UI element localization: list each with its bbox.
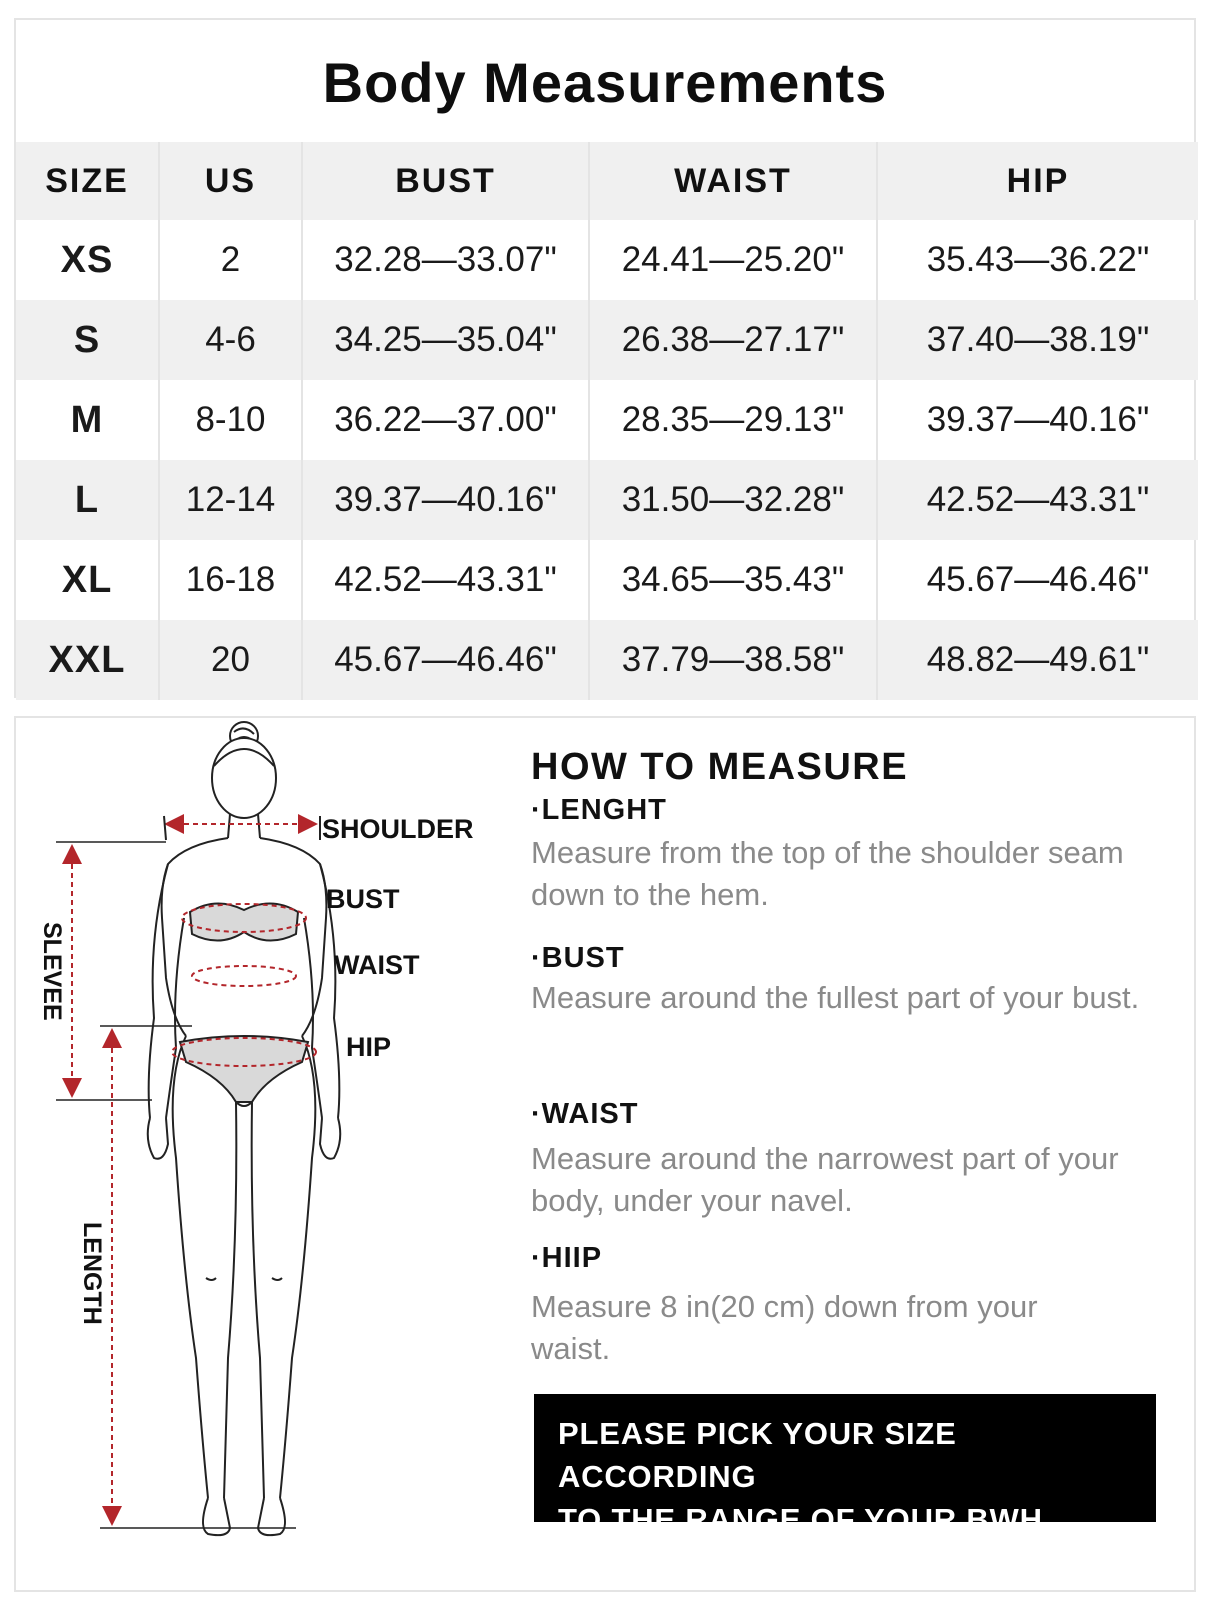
guide-text-bust: Measure around the fullest part of your bust. bbox=[531, 980, 1140, 1015]
us-cell: 12-14 bbox=[159, 460, 302, 540]
size-advice-line-2: TO THE RANGE OF YOUR BWH. bbox=[558, 1502, 1053, 1537]
hip-cell: 35.43—36.22" bbox=[877, 220, 1198, 300]
waist-cell: 31.50—32.28" bbox=[589, 460, 877, 540]
size-cell: S bbox=[16, 300, 159, 380]
body-figure-illustration bbox=[16, 718, 516, 1594]
table-header-row bbox=[16, 142, 1198, 220]
us-cell: 16-18 bbox=[159, 540, 302, 620]
label-bust: BUST bbox=[326, 884, 400, 914]
us-cell: 20 bbox=[159, 620, 302, 700]
size-cell: XL bbox=[61, 558, 113, 601]
header-size: SIZE bbox=[16, 142, 159, 220]
hip-cell: 48.82—49.61" bbox=[877, 620, 1198, 700]
label-shoulder: SHOULDER bbox=[322, 814, 474, 844]
size-table bbox=[16, 142, 1198, 700]
size-cell: M bbox=[70, 398, 104, 441]
size-chart-panel bbox=[14, 18, 1196, 698]
size-cell: XXL bbox=[16, 620, 159, 700]
bust-cell: 32.28—33.07" bbox=[302, 220, 589, 300]
us-cell: 8-10 bbox=[159, 380, 302, 460]
waist-cell: 37.79—38.58" bbox=[589, 620, 877, 700]
header-us: US bbox=[159, 142, 302, 220]
size-advice-line-1: PLEASE PICK YOUR SIZE ACCORDING bbox=[558, 1416, 957, 1494]
header-bust: BUST bbox=[302, 142, 589, 220]
waist-measure-ring bbox=[192, 966, 296, 986]
table-row bbox=[16, 220, 1198, 300]
measure-guide-panel bbox=[14, 716, 1196, 1592]
table-row bbox=[16, 540, 1198, 620]
bust-cell: 42.52—43.31" bbox=[302, 540, 589, 620]
us-cell: 2 bbox=[159, 220, 302, 300]
table-row bbox=[16, 380, 1198, 460]
table-row bbox=[16, 620, 1198, 700]
hip-cell: 45.67—46.46" bbox=[877, 540, 1198, 620]
bust-cell: 34.25—35.04" bbox=[302, 300, 589, 380]
how-to-measure-title: HOW TO MEASURE bbox=[531, 746, 909, 788]
guide-text-waist: Measure around the narrowest part of your body, under your navel. bbox=[531, 1141, 1119, 1218]
body-outline bbox=[148, 722, 341, 1535]
waist-cell: 28.35—29.13" bbox=[589, 380, 877, 460]
guide-heading-bust: ·BUST bbox=[531, 942, 625, 974]
bra-shape bbox=[190, 903, 298, 940]
guide-heading-length: ·LENGHT bbox=[531, 794, 667, 826]
waist-cell: 26.38—27.17" bbox=[589, 300, 877, 380]
table-title: Body Measurements bbox=[322, 51, 888, 114]
bust-cell: 45.67—46.46" bbox=[302, 620, 589, 700]
label-length: LENGTH bbox=[78, 1222, 106, 1325]
brief-shape bbox=[180, 1036, 308, 1102]
size-advice-banner bbox=[534, 1394, 1156, 1537]
hip-cell: 39.37—40.16" bbox=[877, 380, 1198, 460]
hip-cell: 37.40—38.19" bbox=[877, 300, 1198, 380]
guide-text-length: Measure from the top of the shoulder seam down to the hem. bbox=[531, 835, 1124, 912]
header-waist: WAIST bbox=[589, 142, 877, 220]
waist-cell: 34.65—35.43" bbox=[589, 540, 877, 620]
guide-heading-hip: ·HIIP bbox=[531, 1242, 603, 1274]
waist-cell: 24.41—25.20" bbox=[589, 220, 877, 300]
table-row bbox=[16, 300, 1198, 380]
guide-heading-waist: ·WAIST bbox=[531, 1098, 639, 1130]
bust-cell: 36.22—37.00" bbox=[302, 380, 589, 460]
guide-text-hip: Measure 8 in(20 cm) down from your waist. bbox=[531, 1289, 1038, 1366]
us-cell: 4-6 bbox=[159, 300, 302, 380]
hip-cell: 42.52—43.31" bbox=[877, 460, 1198, 540]
bust-cell: 39.37—40.16" bbox=[302, 460, 589, 540]
label-waist: WAIST bbox=[334, 950, 420, 980]
label-hip: HIP bbox=[346, 1032, 392, 1062]
table-row bbox=[16, 460, 1198, 540]
size-cell: XS bbox=[60, 238, 114, 281]
label-sleeve: SLEVEE bbox=[38, 922, 66, 1021]
header-hip: HIP bbox=[877, 142, 1198, 220]
size-cell: L bbox=[16, 460, 159, 540]
